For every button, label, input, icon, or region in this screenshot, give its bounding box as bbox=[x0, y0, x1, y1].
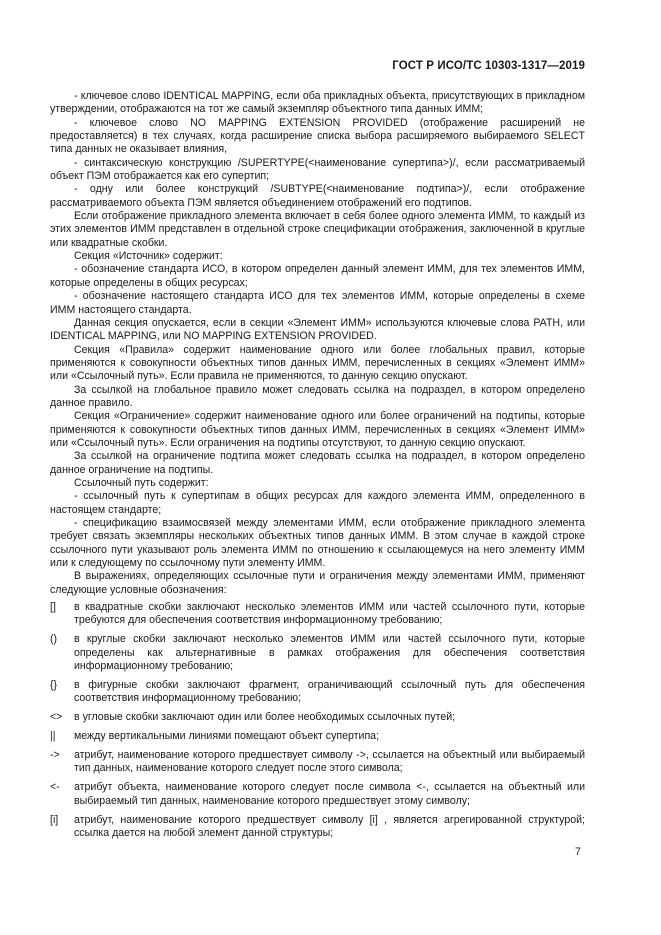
notation-symbol: [i] bbox=[50, 813, 59, 826]
paragraph: Ссылочный путь содержит: bbox=[74, 476, 209, 489]
paragraph: - ссылочный путь к супертипам в общих ресурсах для каждого элемента ИММ, определенного в настоящем стандарте; bbox=[50, 490, 585, 516]
page-header-standard-number: ГОСТ Р ИСО/ТС 10303-1317—2019 bbox=[392, 60, 585, 72]
paragraph: - обозначение настоящего стандарта ИСО для тех элементов ИММ, которые определены в схеме ИММ настоящего стандарта. bbox=[50, 290, 585, 316]
notation-symbol: [] bbox=[50, 601, 56, 614]
notation-definition bbox=[50, 749, 585, 776]
notation-definition bbox=[50, 814, 585, 841]
notation-description: в фигурные скобки заключают фрагмент, ограничивающий ссылочный путь для обеспечения соответствия информационному требованию; bbox=[74, 678, 585, 705]
paragraph: - ключевое слово IDENTICAL MAPPING, если оба прикладных объекта, присутствующих в прикладном утверждении, отображаются на тот же самый экземпляр объектного типа данных ИММ; bbox=[50, 90, 585, 116]
notation-definition bbox=[50, 679, 585, 706]
paragraph: За ссылкой на ограничение подтипа может следовать ссылка на подраздел, в котором определено данное ограничение на подтипы. bbox=[50, 450, 585, 476]
paragraph: - спецификацию взаимосвязей между элементами ИММ, если отображение прикладного элемента требует связать экземпляры нескольких объектных типов данных ИММ. В этом случае в каждой строке ссылочного пути указывают роль элемента ИММ по отношению к ссылающемуся на него элементу ИММ или к следующему по ссылочному пути элементу ИММ. bbox=[50, 517, 585, 570]
notation-definition bbox=[50, 730, 585, 743]
notation-symbol: () bbox=[50, 633, 58, 646]
notation-symbol: <- bbox=[50, 781, 60, 794]
page-number: 7 bbox=[575, 846, 581, 858]
notation-description: в круглые скобки заключают несколько элементов ИММ или частей ссылочного пути, которые определены как альтернативные в рамках отображения для обеспечения соответствия информационному требованию; bbox=[74, 633, 585, 673]
paragraph: В выражениях, определяющих ссылочные пути и ограничения между элементами ИММ, применяют следующие условные обозначения: bbox=[50, 570, 585, 596]
paragraph: - синтаксическую конструкцию /SUPERTYPE(<наименование супертипа>)/, если рассматриваемый объект ПЭМ отображается как его супертип; bbox=[50, 156, 585, 183]
notation-symbol: {} bbox=[50, 678, 58, 691]
paragraph: За ссылкой на глобальное правило может следовать ссылка на подраздел, в котором определено данное правило. bbox=[50, 383, 585, 409]
notation-description: между вертикальными линиями помещают объект супертипа; bbox=[74, 730, 380, 743]
notation-description: в угловые скобки заключают один или более необходимых ссылочных путей; bbox=[74, 711, 456, 724]
notation-definition bbox=[50, 601, 585, 628]
paragraph: - одну или более конструкций /SUBTYPE(<наименование подтипа>)/, если отображение рассматриваемого объекта ПЭМ является объединением отображений его подтипов. bbox=[50, 183, 585, 209]
document-body bbox=[50, 90, 585, 846]
paragraph: Секция «Правила» содержит наименование одного или более глобальных правил, которые применяются к совокупности объектных типов данных ИММ, перечисленных в секциях «Элемент ИММ» или «Ссылочный путь». Если правила не применяются, то данную секцию опускают. bbox=[50, 343, 585, 383]
paragraph: - обозначение стандарта ИСО, в котором определен данный элемент ИММ, для тех элементов ИММ, которые определены в общих ресурсах; bbox=[50, 263, 585, 289]
notation-description: в квадратные скобки заключают несколько элементов ИММ или частей ссылочного пути, которые требуются для обеспечения соответствия информационному требованию; bbox=[74, 601, 585, 627]
notation-symbol: || bbox=[50, 730, 56, 743]
paragraph: Данная секция опускается, если в секции «Элемент ИММ» используются ключевые слова PATH, или IDENTICAL MAPPING, или NO MAPPING EXTENSION PROVIDED. bbox=[50, 316, 585, 343]
paragraph: Секция «Источник» содержит: bbox=[74, 250, 223, 263]
notation-definition bbox=[50, 711, 585, 724]
notation-description: атрибут, наименование которого предшествует символу [i] , является агрегированной структурой; ссылка дается на любой элемент данной структуры; bbox=[74, 813, 585, 840]
notation-symbol: <> bbox=[50, 711, 63, 724]
paragraph: Если отображение прикладного элемента включает в себя более одного элемента ИММ, то каждый из этих элементов ИММ представлен в отдельной строке спецификации отображения, заключенной в круглые или квадратные скобки. bbox=[50, 210, 585, 249]
notation-description: атрибут объекта, наименование которого следует после символа <-, ссылается на объектный или выбираемый тип данных, наименование которого предшествует этому символу; bbox=[74, 781, 585, 807]
notation-definition bbox=[50, 633, 585, 673]
notation-symbol: -> bbox=[50, 749, 60, 762]
notation-definition bbox=[50, 781, 585, 808]
paragraph: Секция «Ограничение» содержит наименование одного или более ограничений на подтипы, которые применяются к совокупности объектных типов данных ИММ, перечисленных в секциях «Элемент ИММ» или «Ссылочный путь». Если ограничения на подтипы отсутствуют, то данную секцию опускают. bbox=[50, 410, 585, 449]
notation-description: атрибут, наименование которого предшествует символу ->, ссылается на объектный или выбираемый тип данных, наименование которого следует после этого символа; bbox=[74, 749, 585, 775]
paragraph: - ключевое слово NO MAPPING EXTENSION PROVIDED (отображение расширений не предоставляется) в тех случаях, когда расширение списка выбора расширяемого выбираемого SELECT типа данных не оказывает влияния, bbox=[50, 116, 585, 156]
notation-definitions-list bbox=[50, 601, 585, 840]
